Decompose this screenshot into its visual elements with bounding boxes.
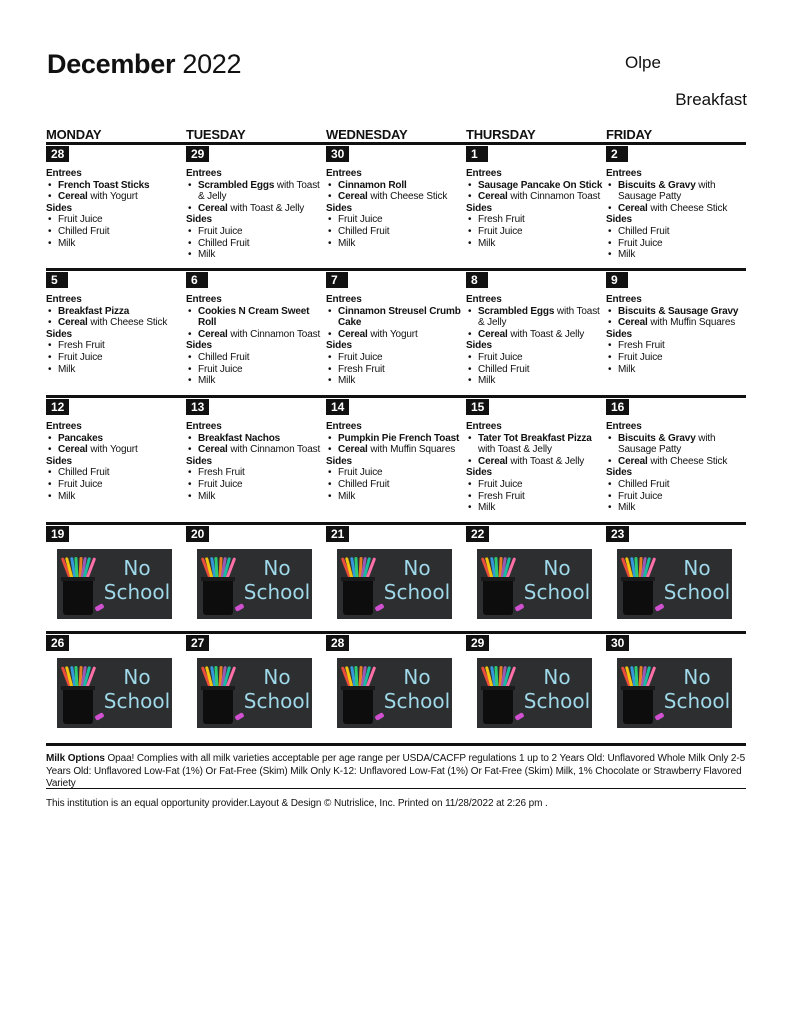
entree-name: Cereal [478,455,508,467]
date-badge: 12 [46,399,69,415]
menu-content [186,168,326,261]
entree-item [46,180,186,192]
entrees-heading: Entrees [326,168,362,179]
month-label: December [47,49,176,79]
day-cell [186,271,326,395]
footer-divider [46,788,746,789]
entree-name: French Toast Sticks [58,179,150,191]
date-badge: 7 [326,272,348,288]
entree-item [326,180,466,192]
day-cell [466,398,606,522]
entree-item [606,203,746,215]
no-school-image [617,658,732,728]
no-school-line2: School [103,689,171,713]
entree-name: Cereal [198,202,228,214]
day-cell [186,398,326,522]
sides-heading: Sides [606,214,632,226]
side-item: • Fruit Juice [606,352,746,364]
entree-detail: with Yogurt [367,328,418,340]
day-cell [466,525,606,631]
date-badge: 30 [326,146,349,162]
entree-name: Cereal [618,455,648,467]
entree-item [46,191,186,203]
entree-detail: with Sausage Patty [618,432,716,456]
pushpin-icon [514,603,524,612]
entrees-heading: Entrees [186,421,222,432]
date-badge: 27 [186,635,209,651]
entree-detail: with Cinnamon Toast [227,328,321,340]
menu-content [46,168,186,249]
side-item: • Chilled Fruit [466,364,606,376]
entree-detail: with Toast & Jelly [227,202,305,214]
side-item: • Milk [606,249,746,261]
no-school-line2: School [383,689,451,713]
date-badge: 8 [466,272,488,288]
pencil-cup-icon [623,579,653,615]
entree-name: Biscuits & Gravy [618,179,696,191]
milk-options-note [46,743,746,791]
entree-name: Cereal [618,202,648,214]
pencil-cup-icon [343,688,373,724]
weekday-thursday: THURSDAY [466,127,536,142]
side-item: • Fruit Juice [186,226,326,238]
side-item: • Fresh Fruit [326,364,466,376]
side-item: • Milk [466,375,606,387]
entree-item [326,306,466,329]
side-item: • Fruit Juice [326,467,466,479]
entree-item [46,444,186,456]
sides-heading: Sides [186,214,212,226]
day-cell [466,145,606,268]
menu-content [46,421,186,502]
sides-heading: Sides [326,455,352,467]
date-badge: 5 [46,272,68,288]
date-badge: 29 [466,635,489,651]
sides-heading: Sides [466,467,492,479]
entrees-heading: Entrees [466,168,502,179]
entree-name: Scrambled Eggs [478,305,555,317]
entree-item [606,433,746,456]
entrees-heading: Entrees [466,294,502,305]
side-item: • Fruit Juice [46,214,186,226]
no-school-line1: No [683,556,711,580]
milk-options-text: Opaa! Complies with all milk varieties acceptable per age range per USDA/CACFP regulations 1 up to 2 Years Old: Unflavored Whole Milk Only 2-5 Years Old: Unflavored Low-Fat (1%) Or Fat-Free (Skim) Milk Only K-12: Unflavored Low-Fat (1%) Or Fat-Free (Skim) Milk, 1% Chocolate or Strawberry Flavored Variety [46,753,746,789]
no-school-image [337,658,452,728]
entree-detail: with Cheese Stick [367,191,448,203]
menu-content [326,168,466,249]
sides-heading: Sides [326,340,352,352]
day-cell [466,271,606,395]
entree-item [466,329,606,341]
entree-name: Cereal [338,328,368,340]
pencil-cup-icon [343,579,373,615]
calendar-week [46,268,746,395]
entree-name: Breakfast Nachos [198,432,281,444]
sides-heading: Sides [46,202,72,214]
side-item: • Chilled Fruit [326,226,466,238]
entree-item [186,203,326,215]
day-cell [326,145,466,268]
entree-item [466,433,606,456]
day-cell [46,271,186,395]
entrees-heading: Entrees [606,294,642,305]
year-label: 2022 [182,49,242,79]
side-item: • Fruit Juice [46,479,186,491]
date-badge: 6 [186,272,208,288]
side-item: • Fruit Juice [326,352,466,364]
no-school-image [617,549,732,619]
entree-detail: with Cheese Stick [647,202,728,214]
no-school-line1: No [543,665,571,689]
date-badge: 19 [46,526,69,542]
entree-name: Cereal [58,444,88,456]
entrees-heading: Entrees [46,294,82,305]
no-school-line2: School [523,689,591,713]
pencil-cup-icon [483,688,513,724]
no-school-line2: School [103,580,171,604]
date-badge: 23 [606,526,629,542]
entrees-heading: Entrees [606,421,642,432]
side-item: • Fruit Juice [466,226,606,238]
entrees-heading: Entrees [46,421,82,432]
pushpin-icon [374,603,384,612]
entrees-heading: Entrees [46,168,82,179]
milk-options-label: Milk Options [46,753,105,764]
entree-name: Tater Tot Breakfast Pizza [478,432,592,444]
no-school-line1: No [123,665,151,689]
entree-name: Cereal [478,328,508,340]
entree-name: Biscuits & Gravy [618,432,696,444]
entree-detail: with Toast & Jelly [478,444,552,456]
entree-item [326,444,466,456]
entrees-heading: Entrees [186,168,222,179]
no-school-line2: School [383,580,451,604]
no-school-line1: No [683,665,711,689]
entree-name: Pancakes [58,432,103,444]
side-item: • Fruit Juice [326,214,466,226]
school-name: Olpe [625,53,661,72]
date-badge: 28 [46,146,69,162]
menu-content [186,294,326,387]
calendar-week [46,142,746,268]
day-cell [606,525,746,631]
no-school-image [477,658,592,728]
entree-name: Cereal [198,328,228,340]
weekday-wednesday: WEDNESDAY [326,127,408,142]
entrees-heading: Entrees [326,421,362,432]
side-item: • Chilled Fruit [186,352,326,364]
sides-heading: Sides [186,455,212,467]
side-item: • Fruit Juice [46,352,186,364]
day-cell [46,145,186,268]
menu-content [466,168,606,249]
calendar-week [46,395,746,522]
date-badge: 16 [606,399,629,415]
side-item: • Fruit Juice [606,491,746,503]
entree-item [186,329,326,341]
entree-item [606,180,746,203]
date-badge: 13 [186,399,209,415]
sides-heading: Sides [326,202,352,214]
side-item: • Milk [46,238,186,250]
entree-item [466,456,606,468]
date-badge: 28 [326,635,349,651]
entree-name: Cereal [618,317,648,329]
entree-name: Sausage Pancake On Stick [478,179,603,191]
side-item: • Milk [326,238,466,250]
day-cell [326,634,466,741]
side-item: • Fresh Fruit [466,214,606,226]
side-item: • Milk [46,491,186,503]
entree-name: Cereal [58,191,88,203]
entree-item [466,180,606,192]
entree-detail: with Toast & Jelly [478,305,600,329]
day-cell [186,145,326,268]
day-cell [326,398,466,522]
pencil-cup-icon [63,688,93,724]
entree-name: Cereal [338,191,368,203]
date-badge: 29 [186,146,209,162]
sides-heading: Sides [606,328,632,340]
page-title [47,48,241,80]
menu-content [466,294,606,387]
day-cell [46,634,186,741]
menu-content [606,421,746,514]
no-school-line1: No [543,556,571,580]
entree-name: Pumpkin Pie French Toast [338,432,460,444]
menu-content [326,294,466,387]
entree-name: Biscuits & Sausage Gravy [618,305,739,317]
meal-type: Breakfast [675,90,747,109]
side-item: • Milk [466,238,606,250]
date-badge: 30 [606,635,629,651]
no-school-line2: School [663,580,731,604]
entree-item [186,306,326,329]
menu-content [186,421,326,502]
entree-detail: with Muffin Squares [367,444,456,456]
weekday-monday: MONDAY [46,127,102,142]
no-school-image [337,549,452,619]
day-cell [186,525,326,631]
entree-item [46,306,186,318]
side-item: • Chilled Fruit [326,479,466,491]
no-school-line1: No [263,665,291,689]
entrees-heading: Entrees [186,294,222,305]
entree-detail: with Cheese Stick [647,455,728,467]
side-item: • Milk [466,502,606,514]
date-badge: 14 [326,399,349,415]
entree-name: Breakfast Pizza [58,305,130,317]
day-cell [46,525,186,631]
no-school-image [197,658,312,728]
side-item: • Milk [186,375,326,387]
entree-detail: with Cinnamon Toast [227,444,321,456]
entree-name: Cereal [338,444,368,456]
pushpin-icon [514,712,524,721]
pencil-cup-icon [483,579,513,615]
no-school-line1: No [403,556,431,580]
pencil-cup-icon [203,579,233,615]
entree-name: Cinnamon Roll [338,179,407,191]
entree-item [46,317,186,329]
no-school-line1: No [123,556,151,580]
side-item: • Fruit Juice [466,479,606,491]
weekday-tuesday: TUESDAY [186,127,246,142]
date-badge: 9 [606,272,628,288]
entree-detail: with Toast & Jelly [198,179,320,203]
date-badge: 1 [466,146,488,162]
no-school-image [57,658,172,728]
date-badge: 15 [466,399,489,415]
pushpin-icon [374,712,384,721]
day-cell [186,634,326,741]
entree-detail: with Cheese Stick [87,317,168,329]
entree-item [326,433,466,445]
entrees-heading: Entrees [466,421,502,432]
no-school-line2: School [243,689,311,713]
entree-detail: with Yogurt [87,191,138,203]
pencil-cup-icon [203,688,233,724]
entree-item [606,456,746,468]
calendar-week [46,522,746,631]
side-item: • Chilled Fruit [606,226,746,238]
pushpin-icon [94,603,104,612]
no-school-line1: No [403,665,431,689]
date-badge: 2 [606,146,628,162]
side-item: • Milk [186,491,326,503]
day-cell [326,525,466,631]
entree-name: Scrambled Eggs [198,179,275,191]
side-item: • Milk [606,364,746,376]
entree-item [186,444,326,456]
side-item: • Fruit Juice [466,352,606,364]
entree-detail: with Toast & Jelly [507,328,585,340]
entree-item [326,329,466,341]
menu-content [326,421,466,502]
pushpin-icon [654,603,664,612]
sides-heading: Sides [46,455,72,467]
pushpin-icon [654,712,664,721]
day-cell [606,398,746,522]
menu-content [606,294,746,375]
pushpin-icon [234,603,244,612]
side-item: • Fruit Juice [606,238,746,250]
menu-content [606,168,746,261]
side-item: • Chilled Fruit [186,238,326,250]
menu-content [46,294,186,375]
date-badge: 20 [186,526,209,542]
calendar-header [47,48,747,118]
entree-detail: with Muffin Squares [647,317,736,329]
entree-item [606,306,746,318]
weekday-friday: FRIDAY [606,127,652,142]
pencil-cup-icon [623,688,653,724]
entree-name: Cinnamon Streusel Crumb Cake [338,305,461,329]
entree-item [606,317,746,329]
date-badge: 26 [46,635,69,651]
side-item: • Fruit Juice [186,479,326,491]
day-cell [46,398,186,522]
entree-name: Cereal [198,444,228,456]
menu-content [466,421,606,514]
entree-item [326,191,466,203]
day-cell [606,145,746,268]
side-item: • Milk [326,491,466,503]
entree-name: Cereal [478,191,508,203]
entree-detail: with Cinnamon Toast [507,191,601,203]
pushpin-icon [94,712,104,721]
entree-name: Cookies N Cream Sweet Roll [198,305,310,329]
no-school-line1: No [263,556,291,580]
side-item: • Chilled Fruit [46,467,186,479]
entree-item [186,180,326,203]
entree-item [46,433,186,445]
entree-item [466,191,606,203]
no-school-image [197,549,312,619]
footer-text: This institution is an equal opportunity provider.Layout & Design © Nutrislice, Inc. Printed on 11/28/2022 at 2:26 pm . [46,798,548,809]
side-item: • Milk [186,249,326,261]
side-item: • Fresh Fruit [186,467,326,479]
entree-detail: with Yogurt [87,444,138,456]
entree-name: Cereal [58,317,88,329]
side-item: • Milk [46,364,186,376]
side-item: • Milk [326,375,466,387]
date-badge: 22 [466,526,489,542]
entree-item [466,306,606,329]
side-item: • Chilled Fruit [46,226,186,238]
entrees-heading: Entrees [606,168,642,179]
no-school-image [477,549,592,619]
side-item: • Fruit Juice [186,364,326,376]
day-cell [606,634,746,741]
pushpin-icon [234,712,244,721]
date-badge: 21 [326,526,349,542]
weekday-header-row [46,127,746,142]
sides-heading: Sides [606,467,632,479]
entree-item [186,433,326,445]
side-item: • Fresh Fruit [46,340,186,352]
sides-heading: Sides [466,340,492,352]
side-item: • Fresh Fruit [466,491,606,503]
no-school-line2: School [663,689,731,713]
sides-heading: Sides [186,340,212,352]
side-item: • Chilled Fruit [606,479,746,491]
entree-detail: with Sausage Patty [618,179,716,203]
pencil-cup-icon [63,579,93,615]
day-cell [606,271,746,395]
sides-heading: Sides [46,328,72,340]
no-school-line2: School [243,580,311,604]
entrees-heading: Entrees [326,294,362,305]
side-item: • Fresh Fruit [606,340,746,352]
sides-heading: Sides [466,202,492,214]
calendar-week [46,631,746,741]
day-cell [466,634,606,741]
no-school-line2: School [523,580,591,604]
no-school-image [57,549,172,619]
entree-detail: with Toast & Jelly [507,455,585,467]
side-item: • Milk [606,502,746,514]
day-cell [326,271,466,395]
